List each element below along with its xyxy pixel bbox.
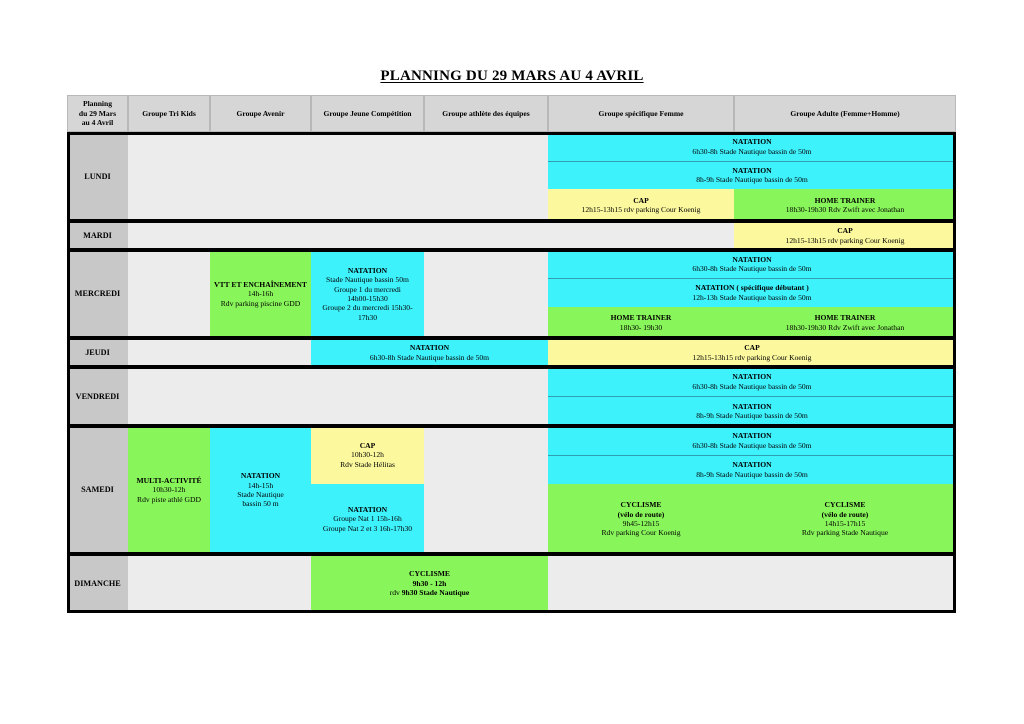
lundi-cap: CAP 12h15-13h15 rdv parking Cour Koenig xyxy=(548,189,734,221)
header-athlete-equipes: Groupe athlète des équipes xyxy=(424,95,548,132)
samedi-multi-activite: MULTI-ACTIVITÉ 10h30-12h Rdv piste athlé GDD xyxy=(128,426,210,554)
samedi-cyclisme-femme: CYCLISME (vélo de route) 9h45-12h15 Rdv parking Cour Koenig xyxy=(548,484,734,554)
jeudi-cap: CAP 12h15-13h15 rdv parking Cour Koenig xyxy=(548,338,956,367)
day-jeudi: JEUDI xyxy=(67,338,128,367)
mercredi-natation-debutant: NATATION ( spécifique débutant ) 12h-13h Stade Nautique bassin de 50m xyxy=(548,278,956,307)
empty-slot xyxy=(128,338,311,367)
header-tri-kids: Groupe Tri Kids xyxy=(128,95,210,132)
header-planning: Planning du 29 Mars au 4 Avril xyxy=(67,95,128,132)
mercredi-natation-1: NATATION 6h30-8h Stade Nautique bassin de 50m xyxy=(548,250,956,278)
lundi-natation-2: NATATION 8h-9h Stade Nautique bassin de 50m xyxy=(548,161,956,189)
schedule-table xyxy=(67,95,956,613)
mercredi-natation-jeune: NATATION Stade Nautique bassin 50m Groupe 1 du mercredi 14h00-15h30 Groupe 2 du mercredi 15h30-17h30 xyxy=(311,250,424,338)
day-mardi: MARDI xyxy=(67,221,128,250)
mercredi-home-trainer-adulte: HOME TRAINER 18h30-19h30 Rdv Zwift avec Jonathan xyxy=(734,307,956,338)
day-dimanche: DIMANCHE xyxy=(67,554,128,613)
empty-slot xyxy=(424,426,548,554)
samedi-natation-jeune: NATATION Groupe Nat 1 15h-16h Groupe Nat 2 et 3 16h-17h30 xyxy=(311,484,424,554)
day-samedi: SAMEDI xyxy=(67,426,128,554)
header-avenir: Groupe Avenir xyxy=(210,95,311,132)
mardi-cap: CAP 12h15-13h15 rdv parking Cour Koenig xyxy=(734,221,956,250)
lundi-home-trainer: HOME TRAINER 18h30-19h30 Rdv Zwift avec Jonathan xyxy=(734,189,956,221)
empty-slot xyxy=(128,554,311,613)
empty-slot xyxy=(128,367,548,426)
empty-slot xyxy=(548,554,956,613)
dimanche-cyclisme: CYCLISME 9h30 - 12h rdv 9h30 Stade Nautique xyxy=(311,554,548,613)
samedi-cyclisme-adulte: CYCLISME (vélo de route) 14h15-17h15 Rdv parking Stade Nautique xyxy=(734,484,956,554)
mercredi-vtt-enchainement: VTT ET ENCHAÎNEMENT 14h-16h Rdv parking piscine GDD xyxy=(210,250,311,338)
jeudi-natation: NATATION 6h30-8h Stade Nautique bassin de 50m xyxy=(311,338,548,367)
header-specifique-femme: Groupe spécifique Femme xyxy=(548,95,734,132)
divider xyxy=(548,278,956,279)
empty-slot xyxy=(128,132,548,221)
header-adulte: Groupe Adulte (Femme+Homme) xyxy=(734,95,956,132)
day-lundi: LUNDI xyxy=(67,132,128,221)
empty-slot xyxy=(128,221,734,250)
divider xyxy=(548,396,956,397)
samedi-cap: CAP 10h30-12h Rdv Stade Hélitas xyxy=(311,426,424,484)
lundi-natation-1: NATATION 6h30-8h Stade Nautique bassin de 50m xyxy=(548,132,956,161)
samedi-natation-1: NATATION 6h30-8h Stade Nautique bassin de 50m xyxy=(548,426,956,455)
day-mercredi: MERCREDI xyxy=(67,250,128,338)
empty-slot xyxy=(424,250,548,338)
samedi-natation-avenir: NATATION 14h-15h Stade Nautique bassin 50 m xyxy=(210,426,311,554)
divider xyxy=(548,161,956,162)
empty-slot xyxy=(128,250,210,338)
vendredi-natation-2: NATATION 8h-9h Stade Nautique bassin de 50m xyxy=(548,396,956,426)
page-title: PLANNING DU 29 MARS AU 4 AVRIL xyxy=(380,68,644,84)
mercredi-home-trainer-femme: HOME TRAINER 18h30- 19h30 xyxy=(548,307,734,338)
day-vendredi: VENDREDI xyxy=(67,367,128,426)
vendredi-natation-1: NATATION 6h30-8h Stade Nautique bassin de 50m xyxy=(548,367,956,396)
samedi-natation-2: NATATION 8h-9h Stade Nautique bassin de 50m xyxy=(548,455,956,484)
header-jeune-competition: Groupe Jeune Compétition xyxy=(311,95,424,132)
divider xyxy=(548,455,956,456)
